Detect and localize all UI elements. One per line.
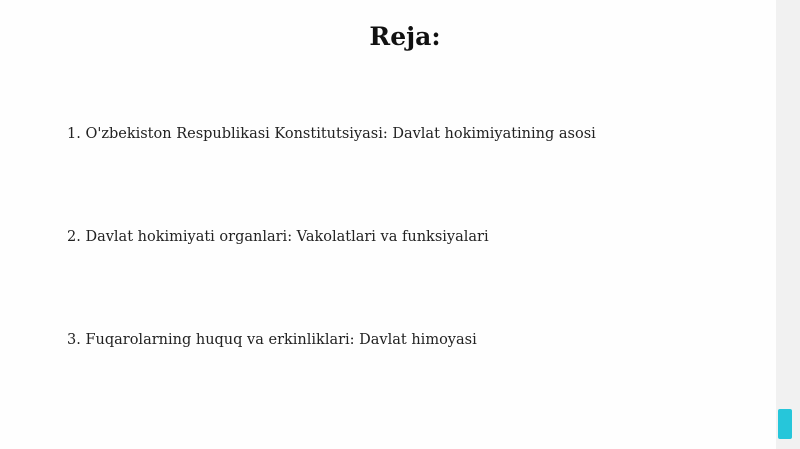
plan-item-3: 3. Fuqarolarning huquq va erkinliklari: Davlat himoyasi xyxy=(67,332,477,348)
slide-title: Reja: xyxy=(369,22,441,51)
plan-item-1: 1. O'zbekiston Respublikasi Konstitutsiyasi: Davlat hokimiyatining asosi xyxy=(67,126,596,142)
plan-item-2: 2. Davlat hokimiyati organlari: Vakolatlari va funksiyalari xyxy=(67,229,489,245)
scrollbar-track[interactable] xyxy=(776,0,800,449)
scrollbar-thumb[interactable] xyxy=(778,409,792,439)
